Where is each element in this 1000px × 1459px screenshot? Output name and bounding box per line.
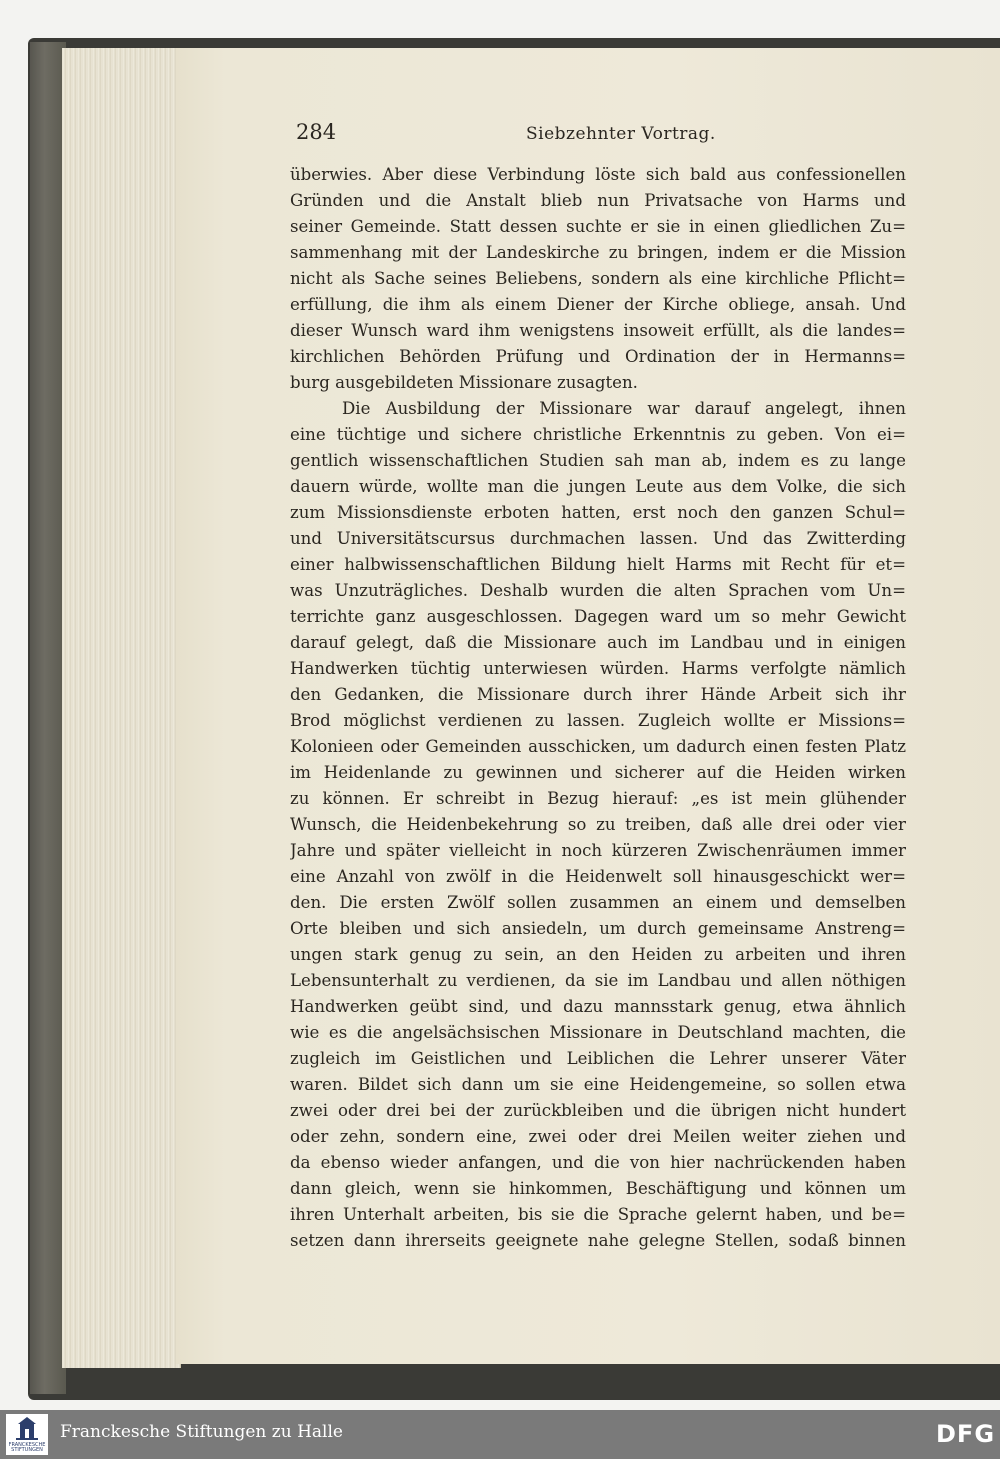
building-icon — [6, 1414, 48, 1442]
footer-bar — [0, 1410, 1000, 1459]
text-line: nicht als Sache seines Beliebens, sondern als eine kirchliche Pflicht= — [290, 269, 906, 288]
page-stack — [62, 48, 181, 1368]
text-line: da ebenso wieder anfangen, und die von hier nachrückenden haben — [290, 1153, 906, 1172]
running-head: Siebzehnter Vortrag. — [526, 124, 716, 144]
text-line: dann gleich, wenn sie hinkommen, Beschäftigung und können um — [290, 1179, 906, 1198]
text-line: zu können. Er schreibt in Bezug hierauf: „es ist mein glühender — [290, 789, 906, 808]
text-line: ihren Unterhalt arbeiten, bis sie die Sprache gelernt haben, und be= — [290, 1205, 906, 1224]
page-header — [296, 118, 908, 148]
text-line: seiner Gemeinde. Statt dessen suchte er sie in einen gliedlichen Zu= — [290, 217, 906, 236]
text-line: und Universitätscursus durchmachen lassen. Und das Zwitterding — [290, 529, 906, 548]
text-line: Wunsch, die Heidenbekehrung so zu treiben, daß alle drei oder vier — [290, 815, 906, 834]
text-line: burg ausgebildeten Missionare zusagten. — [290, 373, 638, 392]
text-line: erfüllung, die ihm als einem Diener der Kirche obliege, ansah. Und — [290, 295, 906, 314]
text-line: terrichte ganz ausgeschlossen. Dagegen ward um so mehr Gewicht — [290, 607, 906, 626]
text-line: Orte bleiben und sich ansiedeln, um durch gemeinsame Anstreng= — [290, 919, 906, 938]
text-line: wie es die angelsächsischen Missionare in Deutschland machten, die — [290, 1023, 906, 1042]
text-line: dieser Wunsch ward ihm wenigstens insoweit erfüllt, als die landes= — [290, 321, 906, 340]
text-line: einer halbwissenschaftlichen Bildung hielt Harms mit Recht für et= — [290, 555, 906, 574]
text-line: Handwerken tüchtig unterwiesen würden. Harms verfolgte nämlich — [290, 659, 906, 678]
text-line: den. Die ersten Zwölf sollen zusammen an einem und demselben — [290, 893, 906, 912]
book-spine-edge — [30, 42, 66, 1394]
text-line: Gründen und die Anstalt blieb nun Privatsache von Harms und — [290, 191, 906, 210]
text-line: sammenhang mit der Landeskirche zu bringen, indem er die Mission — [290, 243, 906, 262]
text-line: Lebensunterhalt zu verdienen, da sie im Landbau und allen nöthigen — [290, 971, 906, 990]
text-line: ungen stark genug zu sein, an den Heiden zu arbeiten und ihren — [290, 945, 906, 964]
logo-text: FRANCKESCHE STIFTUNGEN — [8, 1442, 46, 1453]
text-line: den Gedanken, die Missionare durch ihrer Hände Arbeit sich ihr — [290, 685, 906, 704]
body-text — [290, 162, 906, 1254]
text-line: waren. Bildet sich dann um sie eine Heidengemeine, so sollen etwa — [290, 1075, 906, 1094]
text-line: eine Anzahl von zwölf in die Heidenwelt soll hinausgeschickt wer= — [290, 867, 906, 886]
text-line: Handwerken geübt sind, und dazu mannsstark genug, etwa ähnlich — [290, 997, 906, 1016]
text-line: zum Missionsdienste erboten hatten, erst noch den ganzen Schul= — [290, 503, 906, 522]
text-line: setzen dann ihrerseits geeignete nahe gelegne Stellen, sodaß binnen — [290, 1231, 906, 1250]
franckesche-logo[interactable] — [6, 1414, 48, 1455]
text-line: Kolonieen oder Gemeinden ausschicken, um dadurch einen festen Platz — [290, 737, 906, 756]
text-line: darauf gelegt, daß die Missionare auch im Landbau und in einigen — [290, 633, 906, 652]
text-line: gentlich wissenschaftlichen Studien sah man ab, indem es zu lange — [290, 451, 906, 470]
text-line: Die Ausbildung der Missionare war darauf angelegt, ihnen — [342, 399, 906, 418]
text-line: zwei oder drei bei der zurückbleiben und die übrigen nicht hundert — [290, 1101, 906, 1120]
text-line: zugleich im Geistlichen und Leiblichen die Lehrer unserer Väter — [290, 1049, 906, 1068]
page-number: 284 — [296, 120, 337, 144]
institution-name[interactable]: Franckesche Stiftungen zu Halle — [60, 1422, 343, 1442]
text-line: eine tüchtige und sichere christliche Erkenntnis zu geben. Von ei= — [290, 425, 906, 444]
text-line: dauern würde, wollte man die jungen Leute aus dem Volke, die sich — [290, 477, 906, 496]
text-line: was Unzuträgliches. Deshalb wurden die alten Sprachen vom Un= — [290, 581, 906, 600]
text-line: überwies. Aber diese Verbindung löste sich bald aus confessionellen — [290, 165, 906, 184]
text-line: Jahre und später vielleicht in noch kürzeren Zwischenräumen immer — [290, 841, 906, 860]
text-line: im Heidenlande zu gewinnen und sicherer auf die Heiden wirken — [290, 763, 906, 782]
dfg-logo[interactable]: DFG — [936, 1420, 996, 1448]
text-line: oder zehn, sondern eine, zwei oder drei Meilen weiter ziehen und — [290, 1127, 906, 1146]
text-line: Brod möglichst verdienen zu lassen. Zugleich wollte er Missions= — [290, 711, 906, 730]
text-line: kirchlichen Behörden Prüfung und Ordination der in Hermanns= — [290, 347, 906, 366]
